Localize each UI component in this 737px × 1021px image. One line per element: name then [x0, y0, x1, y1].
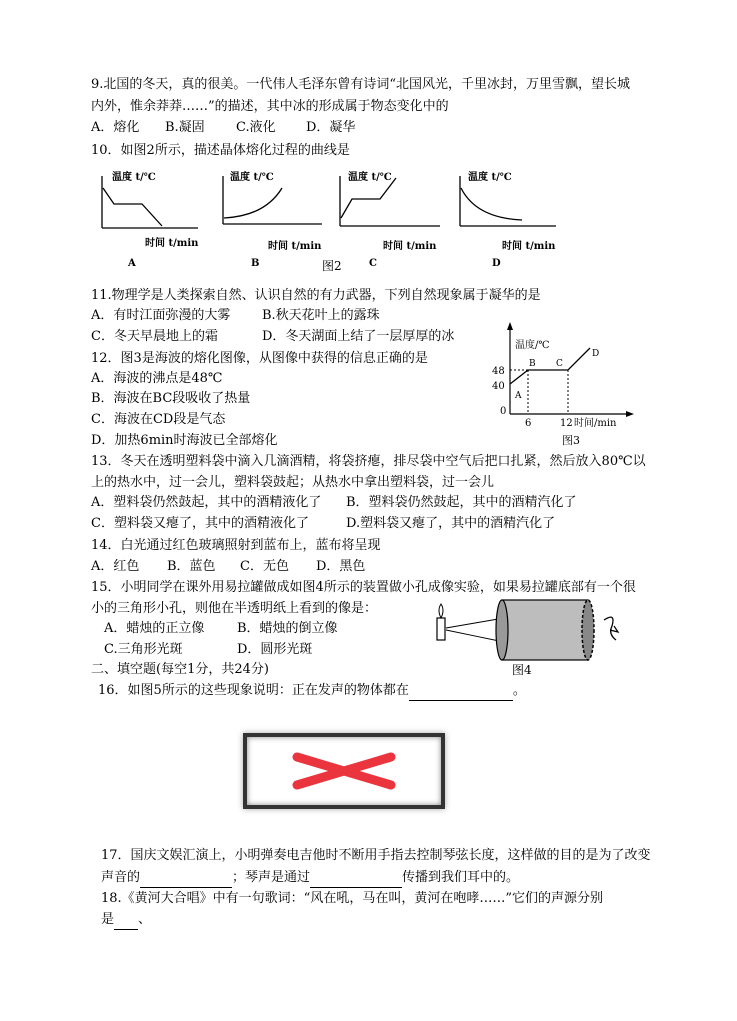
- q15-option-c: C.三角形光斑: [104, 642, 183, 657]
- q15-line1: 15．小明同学在课外用易拉罐做成如图4所示的装置做小孔成像实验，如果易拉罐底部有一个很: [91, 580, 636, 595]
- graph-c-xlabel: 时间 t/min: [383, 241, 437, 252]
- q17-text-c: 传播到我们耳中的。: [402, 870, 520, 885]
- q15-option-b: B．蜡烛的倒立像: [237, 621, 338, 636]
- figure-4-caption: 图4: [512, 663, 532, 677]
- figure-3-ylabel: 温度/℃: [515, 340, 550, 351]
- figure-3-tick-12: 12: [560, 418, 573, 429]
- q12-option-a: A．海波的沸点是48℃: [91, 371, 223, 386]
- graph-b-xlabel: 时间 t/min: [268, 241, 322, 252]
- q17-blank-2[interactable]: [310, 869, 402, 888]
- q14-option-a: A．红色: [91, 559, 140, 574]
- q12-option-b: B．海波在BC段吸收了热量: [91, 391, 251, 406]
- q9-line1: 9.北国的冬天，真的很美。一代伟人毛泽东曾有诗词“北国风光，千里冰封，万里雪飘，望长城: [91, 77, 631, 92]
- q16-blank[interactable]: [409, 682, 513, 701]
- q12-option-c: C．海波在CD段是气态: [91, 412, 226, 427]
- q12-text: 12．图3是海波的熔化图像，从图像中获得的信息正确的是: [91, 351, 428, 366]
- figure-2-caption: 图2: [322, 259, 342, 273]
- q12-option-d: D．加热6min时海波已全部熔化: [91, 433, 278, 448]
- q11-text: 11.物理学是人类探索自然、认识自然的有力武器，下列自然现象属于凝华的是: [91, 288, 541, 303]
- q16-text: 16．如图5所示的这些现象说明：正在发声的物体都在: [98, 683, 409, 698]
- graph-a-letter: A: [128, 258, 136, 269]
- q11-option-b: B.秋天花叶上的露珠: [262, 308, 380, 323]
- q17-text-b: ；琴声是通过: [232, 870, 311, 885]
- figure-3-caption: 图3: [562, 434, 580, 447]
- q9-line2: 内外，惟余莽莽……”的描述，其中冰的形成属于物态变化中的: [91, 99, 449, 114]
- graph-c: [340, 170, 440, 269]
- figure-2-graphs: [90, 166, 560, 276]
- q13-line1: 13．冬天在透明塑料袋中滴入几滴酒精，将袋挤瘪，排尽袋中空气后把口扎紧，然后放入80℃以: [91, 454, 646, 469]
- q11-option-d: D．冬天湖面上结了一层厚厚的冰: [262, 329, 455, 344]
- figure-3-tick-48: 48: [492, 366, 505, 377]
- q9-option-d: D．凝华: [306, 120, 356, 135]
- q13-option-c: C．塑料袋又瘪了，其中的酒精液化了: [91, 516, 309, 531]
- figure-3-point-a: A: [515, 391, 522, 401]
- q18-text-b: 、: [138, 912, 152, 927]
- figure-5-broken-image: [243, 733, 445, 809]
- q17-text-a: 声音的: [101, 870, 141, 885]
- q11-option-a: A．有时江面弥漫的大雾: [91, 308, 231, 323]
- graph-d-xlabel: 时间 t/min: [502, 241, 556, 252]
- figure-3-xlabel: 时间/min: [574, 418, 617, 429]
- q9-option-c: C.液化: [236, 120, 276, 135]
- q13-option-b: B．塑料袋仍然鼓起，其中的酒精汽化了: [346, 495, 577, 510]
- graph-b: [223, 170, 322, 269]
- graph-d: [460, 170, 556, 269]
- q14-option-d: D．黑色: [316, 559, 366, 574]
- figure-3-point-c: C: [556, 359, 563, 369]
- graph-b-ylabel: 温度 t/℃: [230, 172, 274, 183]
- q15-option-a: A．蜡烛的正立像: [104, 621, 205, 636]
- q17-blank-1[interactable]: [140, 869, 232, 888]
- figure-3-tick-40: 40: [492, 381, 505, 392]
- graph-c-letter: C: [369, 258, 377, 269]
- broken-image-x-icon: [247, 737, 441, 805]
- q17-line1: 17．国庆文娱汇演上，小明弹奏电吉他时不断用手指去控制琴弦长度，这样做的目的是为了改变: [101, 848, 651, 863]
- graph-d-ylabel: 温度 t/℃: [468, 172, 512, 183]
- graph-a-xlabel: 时间 t/min: [145, 238, 199, 249]
- q15-line2: 小的三角形小孔，则他在半透明纸上看到的像是：: [91, 601, 378, 616]
- q18-blank-1[interactable]: [114, 911, 138, 930]
- q15-option-d: D．圆形光斑: [237, 642, 313, 657]
- q13-line2: 上的热水中，过一会儿，塑料袋鼓起；从热水中拿出塑料袋，过一会儿: [91, 475, 495, 490]
- graph-c-ylabel: 温度 t/℃: [348, 172, 392, 183]
- q10-text: 10．如图2所示，描述晶体熔化过程的曲线是: [91, 143, 350, 158]
- graph-a-ylabel: 温度 t/℃: [112, 172, 156, 183]
- q16-end: 。: [512, 683, 526, 698]
- q9-option-a: A．熔化: [91, 120, 140, 135]
- figure-3-tick-6: 6: [525, 418, 532, 429]
- figure-3-point-d: D: [592, 349, 600, 359]
- figure-4-pinhole-camera: [432, 588, 642, 678]
- q18-text-a: 是: [101, 912, 115, 927]
- q14-text: 14．白光通过红色玻璃照射到蓝布上，蓝布将呈现: [91, 538, 381, 553]
- graph-b-letter: B: [251, 258, 260, 269]
- q11-option-c: C．冬天早晨地上的霜: [91, 329, 218, 344]
- section-2-heading: 二、填空题(每空1分，共24分): [91, 662, 269, 677]
- q17-line2: [101, 869, 519, 888]
- q18-line1: 18.《黄河大合唱》中有一句歌词：“风在吼，马在叫，黄河在咆哮……”它们的声源分别: [101, 891, 603, 906]
- q14-option-b: B．蓝色: [167, 559, 216, 574]
- q9-option-b: B.凝固: [165, 120, 205, 135]
- figure-3-tick-0: 0: [500, 406, 507, 417]
- q13-option-d: D.塑料袋又瘪了，其中的酒精汽化了: [346, 516, 556, 531]
- q13-option-a: A．塑料袋仍然鼓起，其中的酒精液化了: [91, 495, 322, 510]
- graph-a: [102, 170, 199, 269]
- figure-3-graph: [488, 322, 638, 450]
- q18-line2: [101, 911, 151, 930]
- q16-line: [98, 682, 526, 701]
- q14-option-c: C．无色: [240, 559, 289, 574]
- graph-d-letter: D: [492, 258, 501, 269]
- figure-3-point-b: B: [529, 359, 536, 369]
